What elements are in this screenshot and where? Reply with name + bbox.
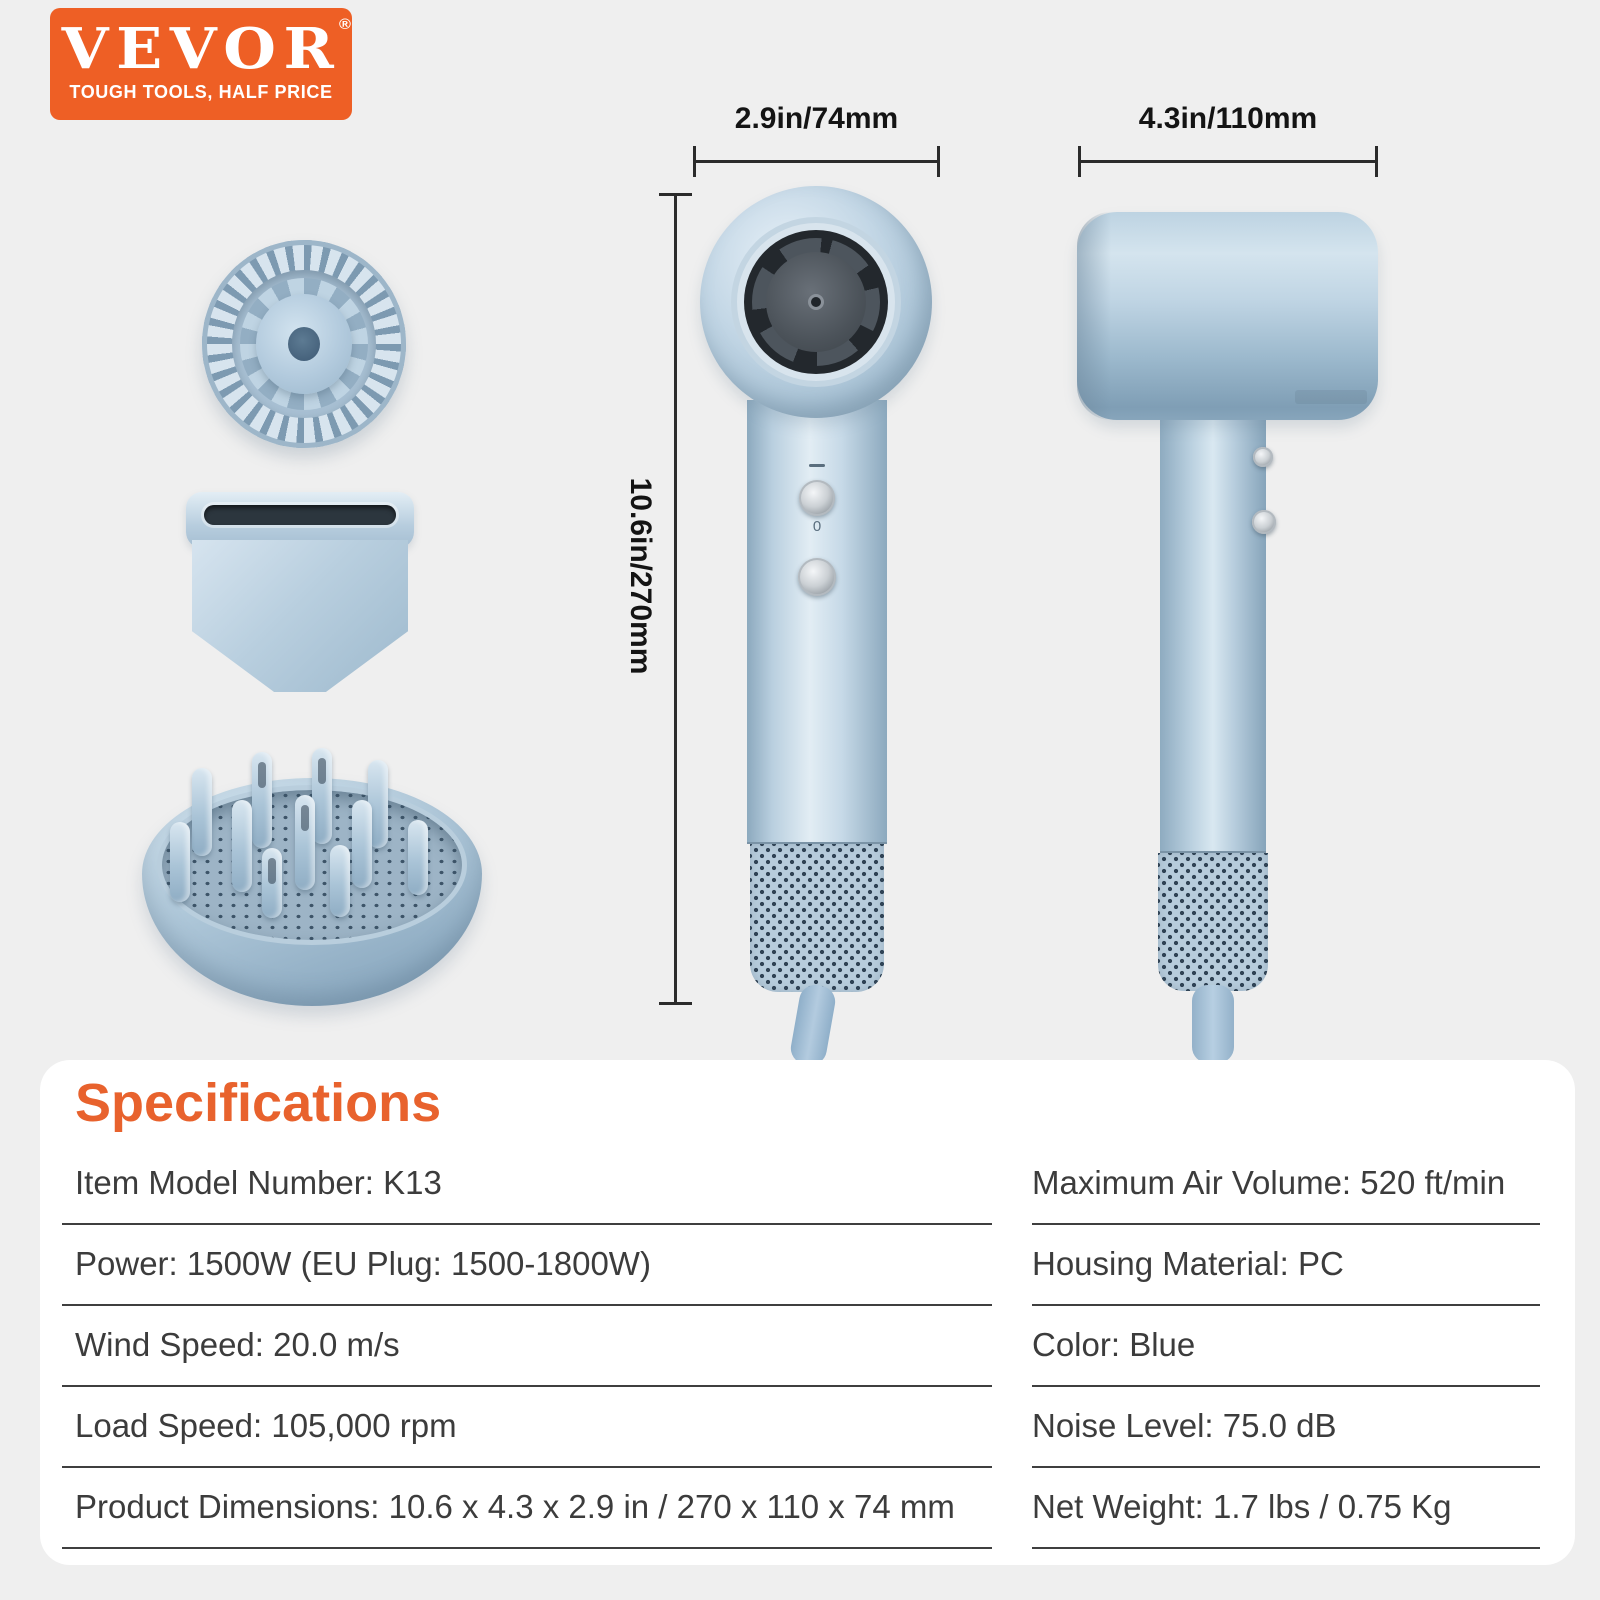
barrel-length-dimension-line	[1078, 160, 1378, 163]
power-indicator-label: 0	[812, 518, 822, 535]
dimension-tick	[659, 1002, 692, 1005]
spec-row-net-weight: Net Weight: 1.7 lbs / 0.75 Kg	[1032, 1468, 1540, 1549]
side-handle	[1160, 415, 1266, 855]
spec-row-item-model: Item Model Number: K13	[62, 1144, 992, 1225]
side-power-button	[1253, 447, 1273, 467]
turbine-center-hole	[288, 327, 320, 361]
spec-row-product-dimensions: Product Dimensions: 10.6 x 4.3 x 2.9 in / 270 x 110 x 74 mm	[62, 1468, 992, 1549]
spec-column-right	[1032, 1144, 1540, 1549]
side-barrel-print	[1295, 390, 1367, 404]
spec-row-max-air-volume: Maximum Air Volume: 520 ft/min	[1032, 1144, 1540, 1225]
registered-mark: ®	[338, 16, 359, 33]
spec-row-housing-material: Housing Material: PC	[1032, 1225, 1540, 1306]
heat-button	[798, 558, 836, 596]
diffuser-prong	[170, 822, 190, 902]
head-width-dimension-label: 2.9in/74mm	[734, 102, 899, 135]
diffuser-prong	[232, 800, 252, 892]
spec-row-power: Power: 1500W (EU Plug: 1500-1800W)	[62, 1225, 992, 1306]
diffuser-prong	[252, 752, 272, 848]
nozzle-body	[192, 540, 408, 692]
spec-row-noise-level: Noise Level: 75.0 dB	[1032, 1387, 1540, 1468]
front-filter-mesh	[750, 844, 884, 992]
front-intake-center-dot	[808, 294, 824, 310]
overall-height-dimension-label: 10.6in/270mm	[624, 477, 657, 675]
side-heat-button	[1252, 510, 1276, 534]
spec-row-wind-speed: Wind Speed: 20.0 m/s	[62, 1306, 992, 1387]
dimension-tick	[659, 193, 692, 196]
diffuser-prong	[312, 748, 332, 844]
spec-row-load-speed: Load Speed: 105,000 rpm	[62, 1387, 992, 1468]
dimension-tick	[1375, 146, 1378, 177]
diffuser-prong	[262, 848, 282, 918]
side-barrel-endcap	[1077, 212, 1111, 420]
overall-height-dimension-line	[674, 193, 677, 1005]
side-filter-mesh	[1158, 853, 1268, 991]
dimension-tick	[937, 146, 940, 177]
vevor-logo	[50, 8, 359, 120]
dimension-tick	[1078, 146, 1081, 177]
diffuser-prong	[295, 795, 315, 890]
diffuser-prong	[192, 768, 212, 856]
nozzle-slot	[204, 505, 396, 525]
specifications-title: Specifications	[75, 1073, 442, 1133]
brand-tagline: TOUGH TOOLS, HALF PRICE	[69, 82, 333, 102]
barrel-length-dimension-label: 4.3in/110mm	[1138, 102, 1318, 135]
spec-column-left	[62, 1144, 992, 1549]
speed-mark	[809, 464, 825, 467]
brand-text: VEVOR ®	[61, 16, 359, 82]
power-button	[799, 480, 835, 516]
spec-row-color: Color: Blue	[1032, 1306, 1540, 1387]
diffuser-prong	[408, 820, 428, 895]
diffuser-prong	[352, 800, 372, 888]
head-width-dimension-line	[693, 160, 940, 163]
dimension-tick	[693, 146, 696, 177]
diffuser-prong	[330, 845, 350, 917]
front-power-cord	[788, 982, 837, 1067]
side-barrel	[1077, 212, 1378, 420]
side-cord-grip	[1192, 985, 1234, 1063]
